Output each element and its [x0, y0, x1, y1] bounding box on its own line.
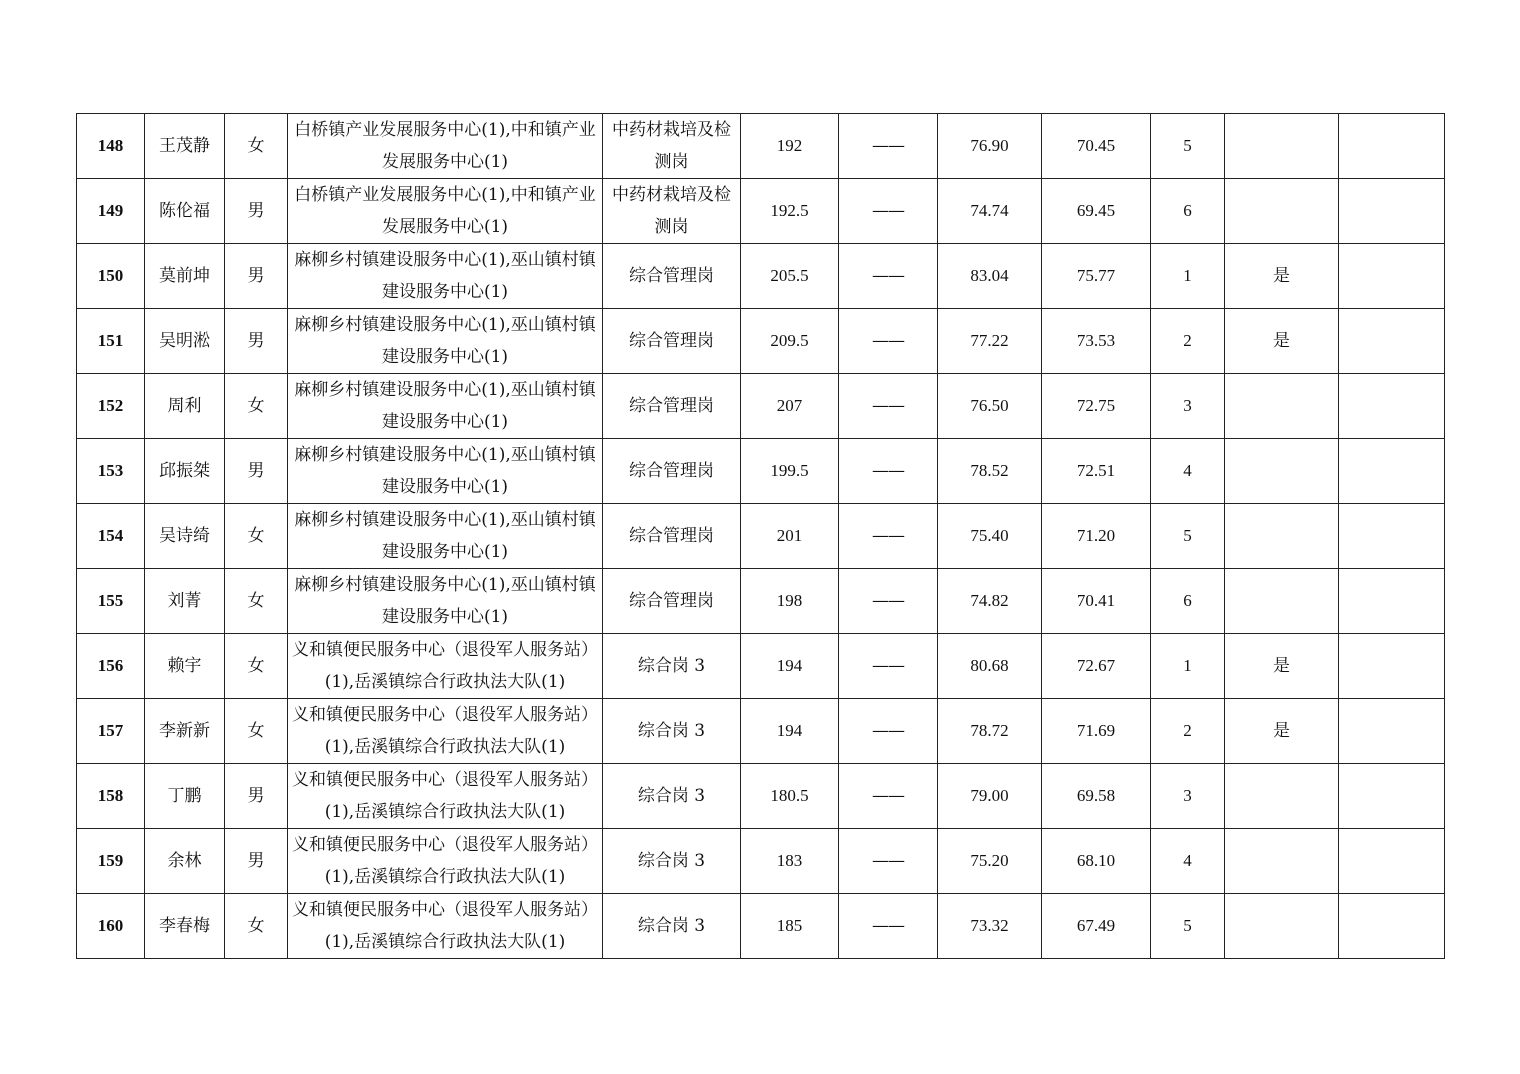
shortlist-flag: 是: [1225, 699, 1339, 764]
written-score: 183: [741, 829, 839, 894]
row-number: 153: [77, 439, 145, 504]
job-post: 综合岗 3: [603, 634, 741, 699]
candidate-name: 莫前坤: [145, 244, 225, 309]
rank: 4: [1151, 439, 1225, 504]
hiring-unit: 义和镇便民服务中心（退役军人服务站）(1),岳溪镇综合行政执法大队(1): [288, 764, 603, 829]
hiring-unit: 麻柳乡村镇建设服务中心(1),巫山镇村镇建设服务中心(1): [288, 569, 603, 634]
hiring-unit: 义和镇便民服务中心（退役军人服务站）(1),岳溪镇综合行政执法大队(1): [288, 699, 603, 764]
shortlist-flag: [1225, 439, 1339, 504]
table-row: [77, 374, 1445, 439]
job-post: 综合管理岗: [603, 504, 741, 569]
note: [1339, 374, 1445, 439]
total-score: 72.51: [1042, 439, 1151, 504]
shortlist-flag: 是: [1225, 309, 1339, 374]
shortlist-flag: 是: [1225, 244, 1339, 309]
row-number: 157: [77, 699, 145, 764]
extra-score: ——: [839, 179, 938, 244]
row-number: 156: [77, 634, 145, 699]
table-row: [77, 764, 1445, 829]
shortlist-flag: [1225, 114, 1339, 179]
candidate-gender: 男: [225, 439, 288, 504]
written-score: 180.5: [741, 764, 839, 829]
written-score: 198: [741, 569, 839, 634]
job-post: 综合管理岗: [603, 309, 741, 374]
rank: 3: [1151, 374, 1225, 439]
shortlist-flag: [1225, 829, 1339, 894]
hiring-unit: 义和镇便民服务中心（退役军人服务站）(1),岳溪镇综合行政执法大队(1): [288, 634, 603, 699]
row-number: 155: [77, 569, 145, 634]
note: [1339, 179, 1445, 244]
rank: 5: [1151, 504, 1225, 569]
shortlist-flag: 是: [1225, 634, 1339, 699]
interview-score: 80.68: [938, 634, 1042, 699]
shortlist-flag: [1225, 569, 1339, 634]
candidate-gender: 女: [225, 634, 288, 699]
shortlist-flag: [1225, 504, 1339, 569]
total-score: 72.75: [1042, 374, 1151, 439]
written-score: 199.5: [741, 439, 839, 504]
shortlist-flag: [1225, 894, 1339, 959]
table-row: [77, 569, 1445, 634]
table-row: [77, 894, 1445, 959]
rank: 5: [1151, 114, 1225, 179]
extra-score: ——: [839, 374, 938, 439]
table-row: [77, 179, 1445, 244]
candidate-gender: 男: [225, 309, 288, 374]
table-row: [77, 829, 1445, 894]
hiring-unit: 义和镇便民服务中心（退役军人服务站）(1),岳溪镇综合行政执法大队(1): [288, 894, 603, 959]
table-row: [77, 634, 1445, 699]
note: [1339, 829, 1445, 894]
interview-score: 78.52: [938, 439, 1042, 504]
table-row: [77, 504, 1445, 569]
total-score: 69.45: [1042, 179, 1151, 244]
total-score: 70.45: [1042, 114, 1151, 179]
interview-score: 74.82: [938, 569, 1042, 634]
candidate-name: 赖宇: [145, 634, 225, 699]
hiring-unit: 麻柳乡村镇建设服务中心(1),巫山镇村镇建设服务中心(1): [288, 504, 603, 569]
row-number: 159: [77, 829, 145, 894]
extra-score: ——: [839, 699, 938, 764]
written-score: 207: [741, 374, 839, 439]
job-post: 中药材栽培及检测岗: [603, 114, 741, 179]
interview-score: 76.90: [938, 114, 1042, 179]
rank: 2: [1151, 309, 1225, 374]
row-number: 150: [77, 244, 145, 309]
candidate-name: 丁鹏: [145, 764, 225, 829]
total-score: 69.58: [1042, 764, 1151, 829]
rank: 6: [1151, 179, 1225, 244]
candidate-name: 周利: [145, 374, 225, 439]
shortlist-flag: [1225, 374, 1339, 439]
candidate-gender: 女: [225, 504, 288, 569]
job-post: 综合管理岗: [603, 244, 741, 309]
interview-score: 74.74: [938, 179, 1042, 244]
interview-score: 75.40: [938, 504, 1042, 569]
row-number: 152: [77, 374, 145, 439]
hiring-unit: 麻柳乡村镇建设服务中心(1),巫山镇村镇建设服务中心(1): [288, 244, 603, 309]
total-score: 67.49: [1042, 894, 1151, 959]
total-score: 73.53: [1042, 309, 1151, 374]
written-score: 192.5: [741, 179, 839, 244]
rank: 6: [1151, 569, 1225, 634]
candidate-gender: 男: [225, 244, 288, 309]
job-post: 中药材栽培及检测岗: [603, 179, 741, 244]
note: [1339, 504, 1445, 569]
row-number: 160: [77, 894, 145, 959]
table-row: [77, 699, 1445, 764]
job-post: 综合岗 3: [603, 829, 741, 894]
hiring-unit: 白桥镇产业发展服务中心(1),中和镇产业发展服务中心(1): [288, 114, 603, 179]
table-row: [77, 439, 1445, 504]
rank: 4: [1151, 829, 1225, 894]
written-score: 194: [741, 634, 839, 699]
hiring-unit: 白桥镇产业发展服务中心(1),中和镇产业发展服务中心(1): [288, 179, 603, 244]
extra-score: ——: [839, 569, 938, 634]
extra-score: ——: [839, 764, 938, 829]
hiring-unit: 麻柳乡村镇建设服务中心(1),巫山镇村镇建设服务中心(1): [288, 309, 603, 374]
interview-score: 83.04: [938, 244, 1042, 309]
note: [1339, 309, 1445, 374]
written-score: 192: [741, 114, 839, 179]
table-row: [77, 114, 1445, 179]
extra-score: ——: [839, 829, 938, 894]
row-number: 158: [77, 764, 145, 829]
interview-score: 78.72: [938, 699, 1042, 764]
written-score: 201: [741, 504, 839, 569]
candidate-gender: 女: [225, 569, 288, 634]
candidate-gender: 男: [225, 764, 288, 829]
interview-score: 75.20: [938, 829, 1042, 894]
candidate-gender: 男: [225, 829, 288, 894]
candidate-name: 吴明淞: [145, 309, 225, 374]
row-number: 154: [77, 504, 145, 569]
row-number: 148: [77, 114, 145, 179]
candidate-gender: 女: [225, 699, 288, 764]
extra-score: ——: [839, 894, 938, 959]
note: [1339, 244, 1445, 309]
hiring-unit: 义和镇便民服务中心（退役军人服务站）(1),岳溪镇综合行政执法大队(1): [288, 829, 603, 894]
extra-score: ——: [839, 114, 938, 179]
rank: 2: [1151, 699, 1225, 764]
candidate-name: 陈伦福: [145, 179, 225, 244]
job-post: 综合管理岗: [603, 569, 741, 634]
table-row: [77, 244, 1445, 309]
note: [1339, 764, 1445, 829]
note: [1339, 114, 1445, 179]
candidate-name: 李新新: [145, 699, 225, 764]
note: [1339, 894, 1445, 959]
note: [1339, 569, 1445, 634]
job-post: 综合岗 3: [603, 699, 741, 764]
note: [1339, 699, 1445, 764]
written-score: 209.5: [741, 309, 839, 374]
shortlist-flag: [1225, 179, 1339, 244]
extra-score: ——: [839, 244, 938, 309]
rank: 1: [1151, 634, 1225, 699]
candidate-name: 王茂静: [145, 114, 225, 179]
candidate-name: 吴诗绮: [145, 504, 225, 569]
rank: 1: [1151, 244, 1225, 309]
job-post: 综合岗 3: [603, 764, 741, 829]
candidate-name: 余林: [145, 829, 225, 894]
total-score: 75.77: [1042, 244, 1151, 309]
written-score: 205.5: [741, 244, 839, 309]
written-score: 185: [741, 894, 839, 959]
candidate-name: 刘菁: [145, 569, 225, 634]
extra-score: ——: [839, 634, 938, 699]
results-table: [76, 113, 1445, 959]
rank: 3: [1151, 764, 1225, 829]
candidate-gender: 男: [225, 179, 288, 244]
extra-score: ——: [839, 504, 938, 569]
interview-score: 77.22: [938, 309, 1042, 374]
job-post: 综合管理岗: [603, 374, 741, 439]
total-score: 71.69: [1042, 699, 1151, 764]
note: [1339, 439, 1445, 504]
interview-score: 76.50: [938, 374, 1042, 439]
table-row: [77, 309, 1445, 374]
interview-score: 73.32: [938, 894, 1042, 959]
total-score: 70.41: [1042, 569, 1151, 634]
row-number: 151: [77, 309, 145, 374]
hiring-unit: 麻柳乡村镇建设服务中心(1),巫山镇村镇建设服务中心(1): [288, 439, 603, 504]
interview-score: 79.00: [938, 764, 1042, 829]
written-score: 194: [741, 699, 839, 764]
note: [1339, 634, 1445, 699]
job-post: 综合岗 3: [603, 894, 741, 959]
total-score: 71.20: [1042, 504, 1151, 569]
candidate-gender: 女: [225, 114, 288, 179]
extra-score: ——: [839, 439, 938, 504]
candidate-name: 李春梅: [145, 894, 225, 959]
candidate-gender: 女: [225, 894, 288, 959]
candidate-gender: 女: [225, 374, 288, 439]
total-score: 68.10: [1042, 829, 1151, 894]
hiring-unit: 麻柳乡村镇建设服务中心(1),巫山镇村镇建设服务中心(1): [288, 374, 603, 439]
total-score: 72.67: [1042, 634, 1151, 699]
candidate-name: 邱振桀: [145, 439, 225, 504]
extra-score: ——: [839, 309, 938, 374]
table-body: [77, 114, 1445, 959]
row-number: 149: [77, 179, 145, 244]
rank: 5: [1151, 894, 1225, 959]
job-post: 综合管理岗: [603, 439, 741, 504]
shortlist-flag: [1225, 764, 1339, 829]
